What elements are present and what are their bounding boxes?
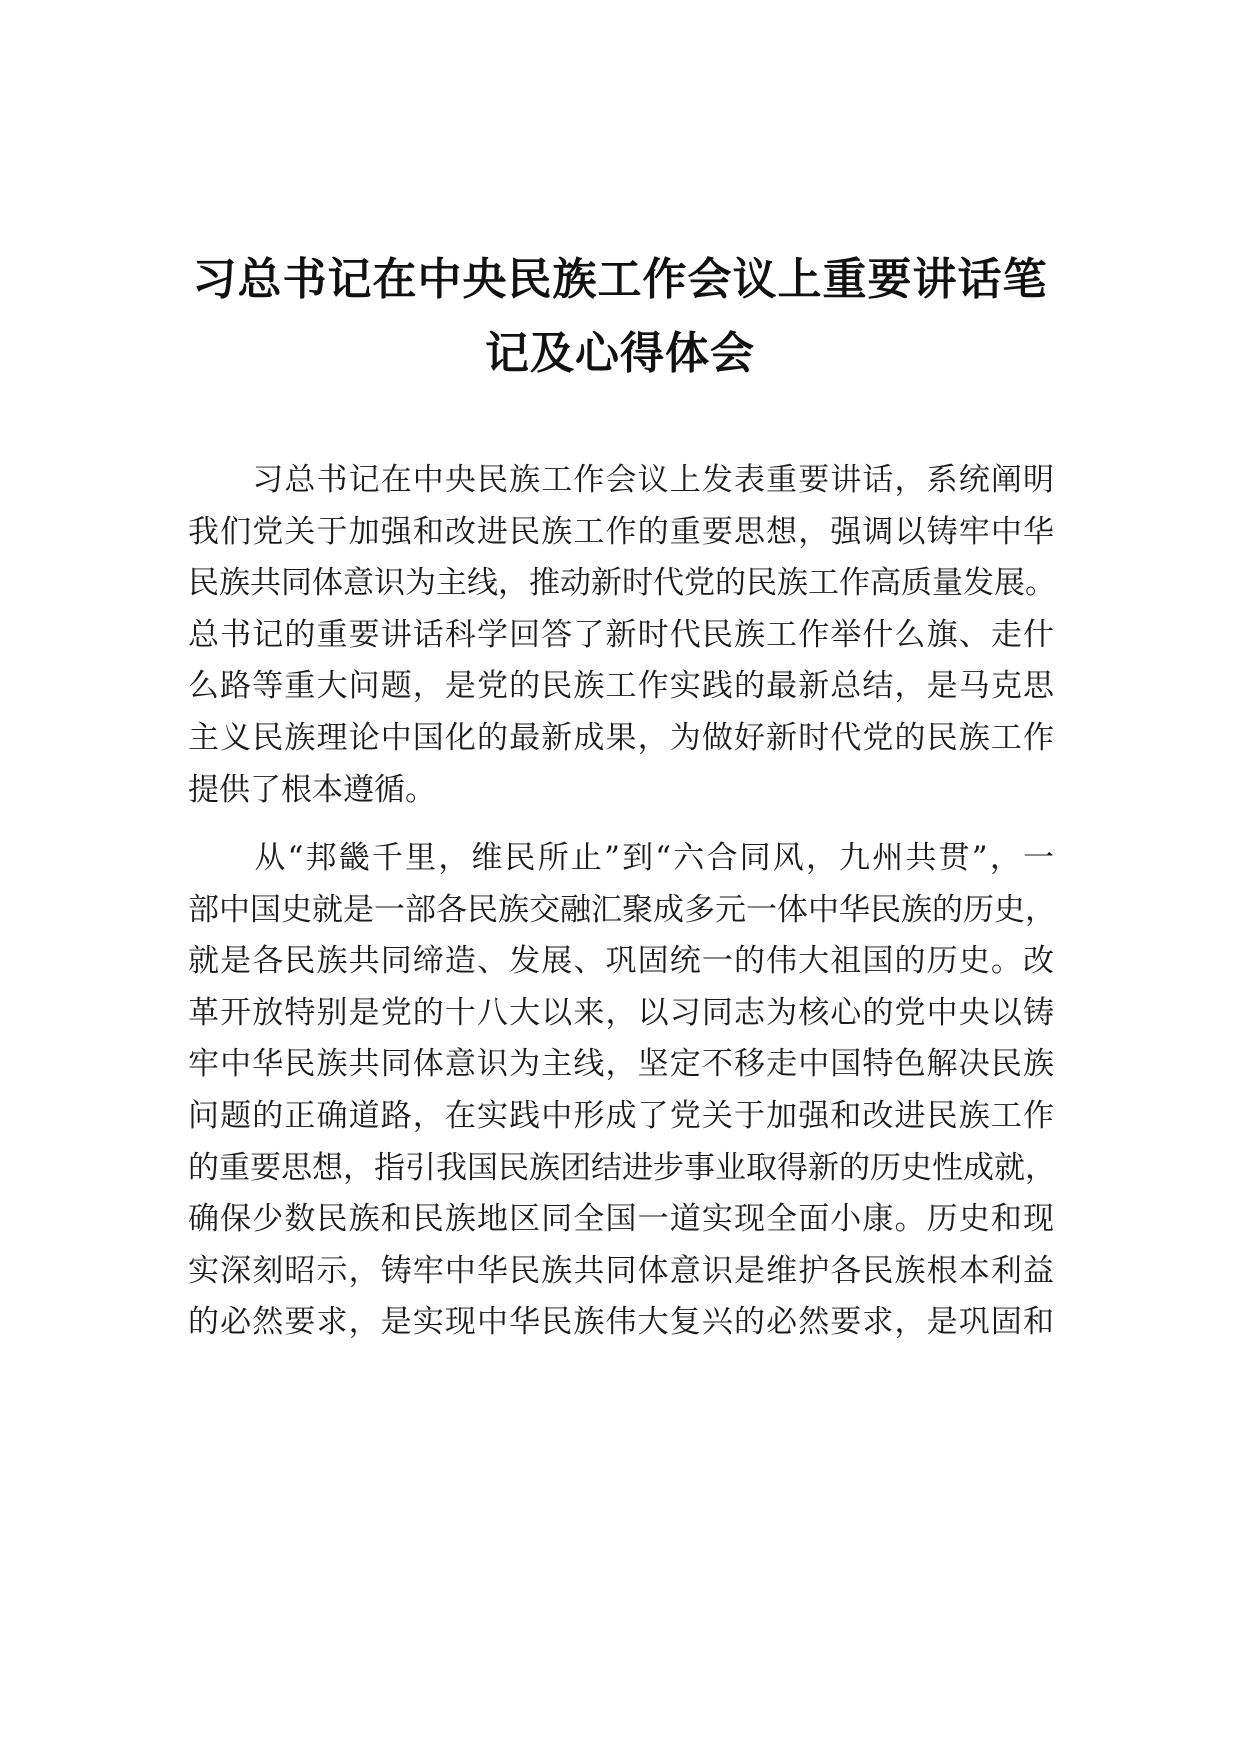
text-line: 就是各民族共同缔造、发展、巩固统一的伟大祖国的历史。改 bbox=[188, 943, 1054, 980]
text-line: 提供了根本遵循。 bbox=[188, 771, 436, 808]
text-line: 民族共同体意识为主线，推动新时代党的民族工作高质量发展。 bbox=[188, 565, 1056, 602]
text-line: 么路等重大问题，是党的民族工作实践的最新总结，是马克思 bbox=[188, 668, 1054, 705]
title-line: 习总书记在中央民族工作会议上重要讲话笔 bbox=[192, 254, 1048, 305]
text-line: 革开放特别是党的十八大以来，以习同志为核心的党中央以铸 bbox=[188, 994, 1054, 1031]
title-line: 记及心得体会 bbox=[485, 328, 755, 379]
text-line: 总书记的重要讲话科学回答了新时代民族工作举什么旗、走什 bbox=[188, 616, 1054, 653]
text-line: 问题的正确道路，在实践中形成了党关于加强和改进民族工作 bbox=[188, 1097, 1054, 1134]
text-line: 实深刻昭示，铸牢中华民族共同体意识是维护各民族根本利益 bbox=[188, 1252, 1054, 1289]
text-line: 从“邦畿千里，维民所止”到“六合同风，九州共贯”，一 bbox=[188, 840, 1054, 876]
text-line: 牢中华民族共同体意识为主线，坚定不移走中国特色解决民族 bbox=[188, 1046, 1054, 1083]
text-line: 我们党关于加强和改进民族工作的重要思想，强调以铸牢中华 bbox=[188, 513, 1054, 550]
text-line: 部中国史就是一部各民族交融汇聚成多元一体中华民族的历史， bbox=[188, 891, 1056, 928]
paragraph-2 bbox=[188, 833, 1054, 1349]
paragraph-1 bbox=[188, 455, 1054, 816]
text-line: 的必然要求，是实现中华民族伟大复兴的必然要求，是巩固和 bbox=[188, 1304, 1054, 1341]
text-line: 的重要思想，指引我国民族团结进步事业取得新的历史性成就， bbox=[188, 1149, 1056, 1186]
text-line: 主义民族理论中国化的最新成果，为做好新时代党的民族工作 bbox=[188, 719, 1054, 756]
text-line: 确保少数民族和民族地区同全国一道实现全面小康。历史和现 bbox=[188, 1201, 1054, 1238]
document-title bbox=[190, 243, 1050, 391]
text-line: 习总书记在中央民族工作会议上发表重要讲话，系统阐明 bbox=[188, 462, 1054, 498]
